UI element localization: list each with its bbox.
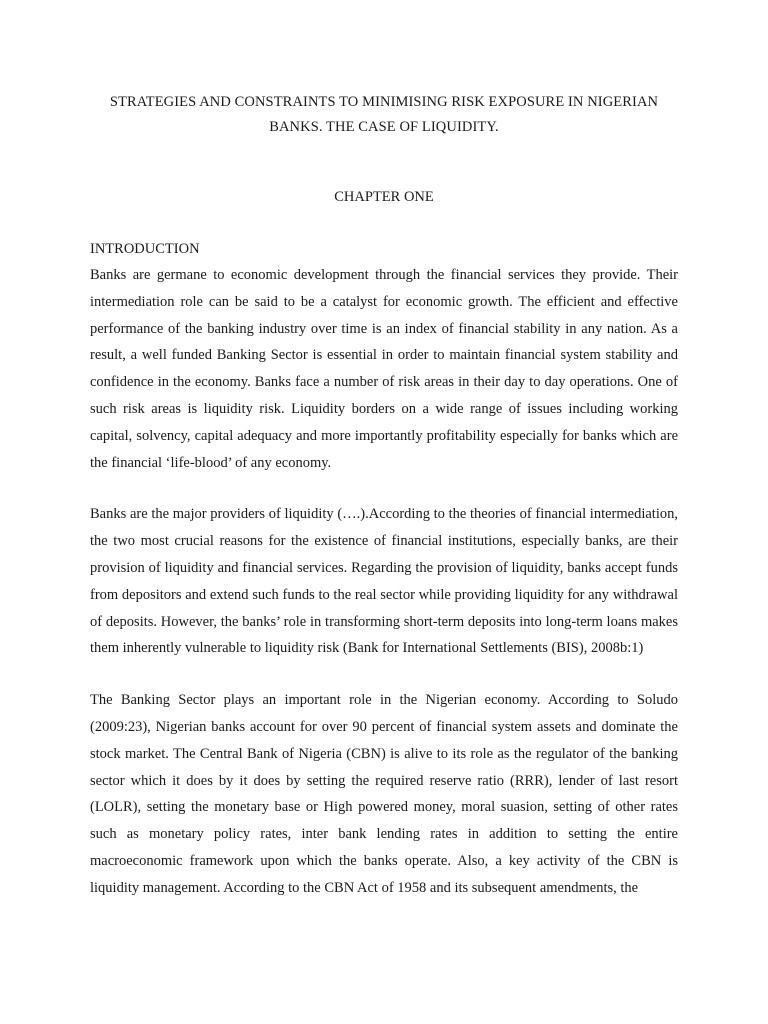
chapter-heading: CHAPTER ONE — [334, 189, 434, 205]
document-title: STRATEGIES AND CONSTRAINTS TO MINIMISING RISK EXPOSURE IN NIGERIAN BANKS. THE CASE OF LIQUIDITY. — [109, 94, 659, 135]
document-page — [90, 90, 678, 902]
paragraph-1: Banks are germane to economic development through the financial services they provide. Their intermediation role can be said to be a catalyst for economic growth. The efficient and effective performance of the banking industry over time is an index of financial stability in any nation. As a result, a well funded Banking Sector is essential in order to maintain financial system stability and confidence in the economy. Banks face a number of risk areas in their day to day operations. One of such risk areas is liquidity risk. Liquidity borders on a wide range of issues including working capital, solvency, capital adequacy and more importantly profitability especially for banks which are the financial ‘life-blood’ of any economy. — [90, 267, 678, 471]
paragraph-2: Banks are the major providers of liquidity (….).According to the theories of financial intermediation, the two most crucial reasons for the existence of financial institutions, especially banks, are their provision of liquidity and financial services. Regarding the provision of liquidity, banks accept funds from depositors and extend such funds to the real sector while providing liquidity for any withdrawal of deposits. However, the banks’ role in transforming short-term deposits into long-term loans makes them inherently vulnerable to liquidity risk (Bank for International Settlements (BIS), 2008b:1) — [90, 506, 678, 657]
section-heading-introduction: INTRODUCTION — [90, 241, 200, 257]
paragraph-3: The Banking Sector plays an important role in the Nigerian economy. According to Soludo (2009:23), Nigerian banks account for over 90 percent of financial system assets and dominate the stock market. The Central Bank of Nigeria (CBN) is alive to its role as the regulator of the banking sector which it does by it does by setting the required reserve ratio (RRR), lender of last resort (LOLR), setting the monetary base or High powered money, moral suasion, setting of other rates such as monetary policy rates, inter bank lending rates in addition to setting the entire macroeconomic framework upon which the banks operate. Also, a key activity of the CBN is liquidity management. According to the CBN Act of 1958 and its subsequent amendments, the — [90, 692, 678, 896]
